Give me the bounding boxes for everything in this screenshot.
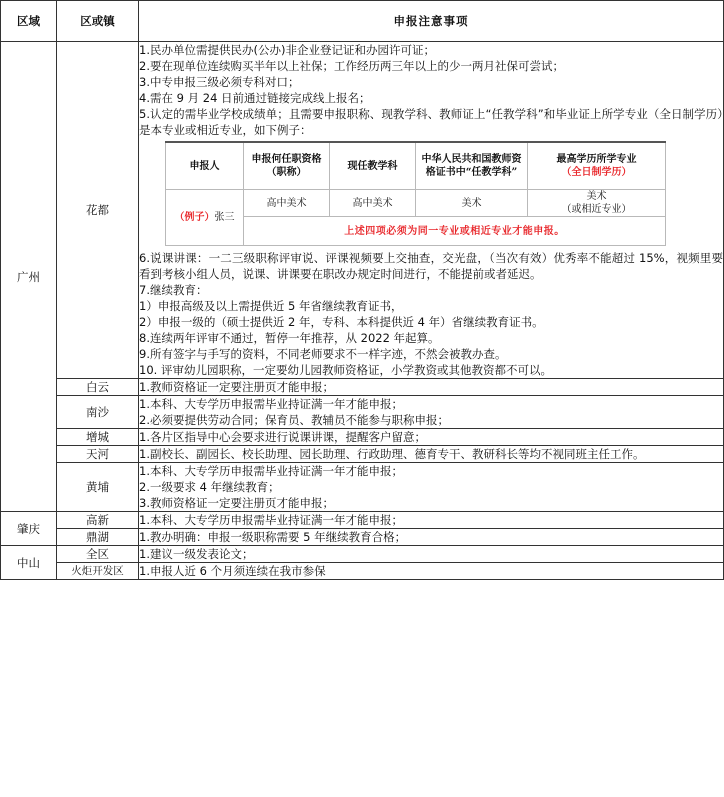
note-line: 3.教师资格证一定要注册页才能申报； (139, 496, 334, 510)
note-line: 1.副校长、副园长、校长助理、园长助理、行政助理、德育专干、教研科长等均不视同班主任工作。 (139, 447, 645, 461)
example-note: 上述四项必须为同一专业或相近专业才能申报。 (244, 217, 666, 246)
table-row (1, 463, 724, 512)
note-line: 5.认定的需毕业学校成绩单；且需要申报职称、现教学科、教师证上“任教学科”和毕业证上所学专业（全日制学历）是本专业或相近专业，如下例子： (139, 107, 723, 137)
region-zhongshan: 中山 (1, 546, 57, 580)
example-person: 张三 (214, 212, 235, 223)
example-header-row (166, 142, 666, 190)
district-zengcheng: 增城 (57, 429, 139, 446)
note-line: 1.本科、大专学历申报需毕业持证满一年才能申报； (139, 513, 403, 527)
table-row (1, 446, 724, 463)
district-baiyun: 白云 (57, 379, 139, 396)
example-value-title: 高中美术 (244, 190, 330, 217)
table-row (1, 512, 724, 529)
region-zhaoqing: 肇庆 (1, 512, 57, 546)
note-line: 10. 评审幼儿园职称，一定要幼儿园教师资格证，小学教资或其他教资都不可以。 (139, 363, 552, 377)
district-dinghu: 鼎湖 (57, 529, 139, 546)
notes-dinghu (139, 529, 724, 546)
note-line: 1.本科、大专学历申报需毕业持证满一年才能申报； (139, 464, 403, 478)
notes-zengcheng (139, 429, 724, 446)
example-value-subject: 高中美术 (330, 190, 416, 217)
header-row (1, 1, 724, 42)
note-line: 4.需在 9 月 24 日前通过链接完成线上报名； (139, 91, 371, 105)
header-notes: 申报注意事项 (139, 1, 724, 42)
note-line: 2.必须要提供劳动合同；保育员、教辅员不能参与职称申报； (139, 413, 449, 427)
example-header-major-note: （全日制学历） (561, 167, 632, 178)
example-header-subject: 现任教学科 (330, 142, 416, 190)
example-header-major (528, 142, 666, 190)
header-district: 区或镇 (57, 1, 139, 42)
note-line: 2.要在现单位连续购买半年以上社保；工作经历两三年以上的少一两月社保可尝试； (139, 59, 564, 73)
notes-baiyun (139, 379, 724, 396)
table-row (1, 546, 724, 563)
example-header-applicant: 申报人 (166, 142, 244, 190)
notes-tianhe (139, 446, 724, 463)
note-line: 1）申报高级及以上需提供近 5 年省继续教育证书， (139, 299, 403, 313)
example-table (165, 141, 666, 246)
note-line: 2.一级要求 4 年继续教育； (139, 480, 280, 494)
table-row (1, 529, 724, 546)
note-line: 1.建议一级发表论文； (139, 547, 254, 561)
note-line: 1.本科、大专学历申报需毕业持证满一年才能申报； (139, 397, 403, 411)
example-person-cell (166, 190, 244, 246)
example-value-certificate: 美术 (416, 190, 528, 217)
notes-gaoxin (139, 512, 724, 529)
header-region: 区域 (1, 1, 57, 42)
note-line: 1.教办明确：申报一级职称需要 5 年继续教育合格； (139, 530, 407, 544)
district-huadu: 花都 (57, 42, 139, 379)
note-line: 1.申报人近 6 个月须连续在我市参保 (139, 564, 326, 578)
example-header-title: 申报何任职资格（职称） (244, 142, 330, 190)
example-table-wrapper (165, 141, 665, 246)
note-line: 3.中专申报三级必须专科对口； (139, 75, 300, 89)
example-header-major-label: 最高学历所学专业 (556, 154, 637, 165)
note-line: 2）申报一级的（硕士提供近 2 年，专科、本科提供近 4 年）省继续教育证书。 (139, 315, 544, 329)
notes-huangpu (139, 463, 724, 512)
district-huoju: 火炬开发区 (57, 563, 139, 580)
district-nansha: 南沙 (57, 396, 139, 429)
district-quanqu: 全区 (57, 546, 139, 563)
table-row (1, 429, 724, 446)
notes-nansha (139, 396, 724, 429)
notes-quanqu (139, 546, 724, 563)
table-row (1, 379, 724, 396)
example-data-row (166, 190, 666, 217)
example-header-certificate: 中华人民共和国教师资格证书中“任教学科” (416, 142, 528, 190)
table-row (1, 396, 724, 429)
district-tianhe: 天河 (57, 446, 139, 463)
note-line: 6.说课讲课：一二三级职称评审说、评课视频要上交抽查，交光盘，（当次有效）优秀率不能超过 15%，视频里要看到考核小组人员，说课、讲课要在职改办规定时间进行，不能提前或者延迟。 (139, 251, 723, 281)
example-value-major: 美术 （或相近专业） (528, 190, 666, 217)
district-huangpu: 黄埔 (57, 463, 139, 512)
district-gaoxin: 高新 (57, 512, 139, 529)
table-row (1, 42, 724, 379)
note-line: 1.民办单位需提供民办(公办)非企业登记证和办园许可证； (139, 43, 435, 57)
note-line: 1.各片区指导中心会要求进行说课讲课，提醒客户留意； (139, 430, 426, 444)
note-line: 8.连续两年评审不通过，暂停一年推荐，从 2022 年起算。 (139, 331, 440, 345)
notes-huoju (139, 563, 724, 580)
note-line: 7.继续教育： (139, 283, 208, 297)
example-label: （例子） (174, 212, 215, 223)
note-line: 1.教师资格证一定要注册页才能申报； (139, 380, 334, 394)
notes-huadu (139, 42, 724, 379)
region-guangzhou: 广州 (1, 42, 57, 512)
note-line: 9.所有签字与手写的资料，不同老师要求不一样字迹，不然会被教办查。 (139, 347, 507, 361)
table-row (1, 563, 724, 580)
